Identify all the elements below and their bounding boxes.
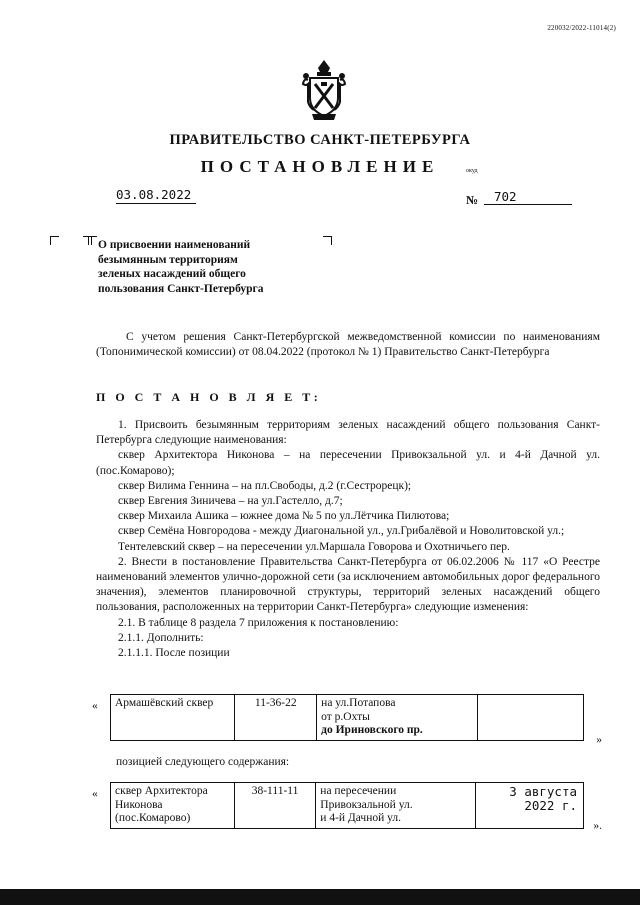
paragraph: сквер Евгения Зиничева – на ул.Гастелло, д.7; (118, 495, 343, 508)
date-line: 2022 г. (524, 797, 577, 813)
quote-close: ». (593, 820, 602, 832)
table-cell-location (316, 783, 476, 829)
table-cell-code: 38-111-11 (234, 783, 316, 829)
title-line: О присвоении наименований (98, 239, 251, 251)
name-line: (пос.Комарово) (115, 812, 191, 824)
location-line: Привокзальной ул. (320, 798, 413, 811)
paragraph: сквер Семёна Новгородова - между Диагональной ул., ул.Грибалёвой и Новолитовской ул.; (118, 525, 565, 538)
title-line: безымянным территориям (98, 253, 238, 266)
document-id: 220032/2022-11014(2) (547, 24, 616, 32)
registry-table-new (92, 782, 602, 832)
table-row (111, 783, 584, 829)
paragraph: 2.1.1. Дополнить: (118, 631, 204, 644)
date-line: 3 августа (509, 784, 577, 799)
paragraph: Тентелевский сквер – на пересечении ул.Маршала Говорова и Охотничьего пер. (118, 540, 510, 553)
quote-open: « (92, 700, 98, 712)
location-line: на ул.Потапова (321, 697, 396, 709)
decree-body (96, 418, 600, 661)
government-heading: ПРАВИТЕЛЬСТВО САНКТ-ПЕТЕРБУРГА (169, 132, 471, 148)
table (110, 782, 584, 829)
table-cell-name (111, 783, 235, 829)
resolves-heading: П О С Т А Н О В Л Я Е Т: (96, 390, 322, 404)
title-line: пользования Санкт-Петербурга (98, 282, 264, 295)
corner-mark (323, 236, 332, 245)
corner-mark (50, 236, 59, 245)
position-content-label: позицией следующего содержания: (116, 756, 290, 768)
table-cell-location (317, 695, 478, 741)
name-line: сквер Архитектора (115, 785, 208, 797)
table-cell-name: Армашёвский сквер (111, 695, 235, 741)
paragraph: 2. Внести в постановление Правительства Санкт-Петербурга от 06.02.2006 № 117 «О Реестре наименований элементов улично-дорожной сети (за исключением автомобильных дорог федерального значения), элементов планировочной структуры, территорий зеленых насаждений общего пользования, расположенных на территории Санкт-Петербурга» следующие изменения: (96, 555, 601, 614)
paragraph: 2.1. В таблице 8 раздела 7 приложения к постановлению: (118, 616, 399, 629)
paragraph: 1. Присвоить безымянным территориям зеленых насаждений общего пользования Санкт-Петербурга следующие наименования: (96, 419, 600, 447)
preamble-paragraph: С учетом решения Санкт-Петербургской межведомственной комиссии по наименованиям (Топонимической комиссии) от 08.04.2022 (протокол № 1) Правительство Санкт-Петербурга (96, 331, 600, 358)
number-sign: № (466, 193, 479, 207)
table (110, 694, 584, 741)
coat-of-arms-emblem (300, 58, 348, 124)
location-line: до Ириновского пр. (321, 724, 423, 736)
quote-open: « (92, 788, 98, 800)
decree-heading: ПОСТАНОВЛЕНИЕ (200, 157, 440, 176)
quote-close: » (596, 734, 602, 746)
corner-mark (88, 236, 97, 245)
location-line: на пересечении (320, 785, 397, 797)
paragraph: сквер Михаила Ашика – южнее дома № 5 по ул.Лётчика Пилютова; (118, 510, 450, 523)
location-line: от р.Охты (321, 710, 370, 723)
title-line: зеленых насаждений общего (98, 268, 246, 280)
location-line: и 4-й Дачной ул. (320, 812, 401, 824)
name-line: Никонова (115, 798, 163, 811)
paragraph: сквер Архитектора Никонова – на пересечении Привокзальной ул. и 4-й Дачной ул. (пос.Комарово); (96, 449, 600, 477)
paragraph: сквер Вилима Геннина – на пл.Свободы, д.2 (г.Сестрорецк); (118, 479, 412, 492)
scan-edge-bar (0, 889, 640, 905)
decree-date: 03.08.2022 (116, 187, 196, 204)
table-row (111, 695, 584, 741)
table-cell-date (477, 695, 583, 741)
registry-table-existing (92, 694, 602, 746)
paragraph: 2.1.1.1. После позиции (118, 647, 230, 660)
decree-number: 702 (484, 189, 572, 205)
okud-label: окуд (466, 168, 478, 174)
table-cell-date (476, 783, 584, 829)
decree-title (98, 238, 318, 296)
table-cell-code: 11-36-22 (235, 695, 317, 741)
